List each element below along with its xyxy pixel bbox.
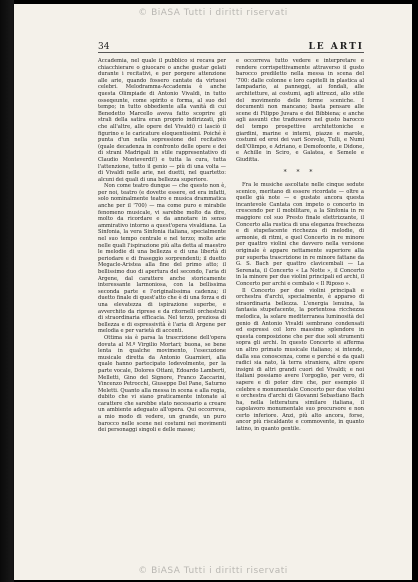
- paragraph: Fra le musiche ascoltate nelle cinque sedute scenico, meritano di essere ricordate — oltre a quelle già note — e gustate ancora questa incantevole Cantata con impeto o concerto in crescendo per il mobilitare, a la Sinfonia in re maggiore col suo Presto finale elettrizzante, il Concerto alla rustica di una eleganza freschezza e di stupefacente ricchezza di melodie, di armonie, di ritmi, e quel Concerto in re minore per quattro violini che davvero nella versione originale è appare nettamente superiore alla pur superba trascrizione in re minore fattane da G. S. Bach per quattro clavicembali — La Serenata, il Concerto « La Notte », il Concerto in la minore per due violini principali ed archi, il Concerto per archi e cembalo « Il Riposo ».: [236, 182, 364, 287]
- paragraph: Il Concerto per due violini principali e orchestra d'archi, specialmente, è apparso di straordinaria bellezza. L'energia lenuina, la fantasia stupefacente, la portentosa ricchezza melodica, la solare mediterranea luminosità del genio di Antonio Vivaldi sembrano condensati ed espressi col loro massimo splendore in questa composizione che per due soli strumenti sopra gli archi. In questo Concerto si afferma un altro primato musicale italiano; si intende, dalla sua conoscenza, come e perché e da quali radici sia nato, là terra straniera, altre opere insigni di altri grandi cuori del Vivaldi; e noi italiani possiamo avere l'orgoglio, per vero, di sapere e di poter dire che, per esempio il celebre e monumentale Concerto per due violini e orchestra d'archi di Giovanni Sebastiano Bach ha, nella letteratura similare italiana, il capolavoro monumentale suo precursore e non certo inferiore. Anzi, più alto ancora, forse, ancor più riscaldante e commovente, in quanto latino, in quanto gentile.: [236, 287, 364, 433]
- section-divider: * * *: [283, 168, 317, 176]
- paragraph: Accademia, nel quale il pubblico si recava per chiacchierare o giuocare o anche gustar gelati durante i recitativi, e per porgere attenzione alle arie, quando fossero cantate da virtuosi celebri. Melodramma-Accademia è anche questa Olimpiade di Antonio Vivaldi, in tutto osseqeunte, come spirito e forma, al suo del tempo; in tutto obbediente alla vanità di cui Benedetto Marcello aveva fatto scoprire gli strali della satira eran proprio indirizzati, più che all'altre, alle opere del Vivaldi) ci lasciò il figurino e le caricature eloquentissimi. Poiché è punta d'un nella sopressione del recitativo (quale decadenza in confronto delle opere e dei dì strani Madrigali in stile rappresentativo di Claudio Monteverdi!) e tutta la cura, tutta l'attenzione, tutto il genio — più di una volta — di Vivaldi nelle arie, nei duetti, nel quartetto: alcuni dei quali di una bellezza superiore.: [98, 58, 226, 183]
- document-page: [14, 4, 412, 580]
- paragraph: Ottima sia è parsa la trascrizione dell'opera dovuta al M.º Virgilio Mortari; buona, se bene lenta in qualche movimento, l'esecuzione musicale diretta da Antonio Guarnieri, alla quale hanno partecipato lodevolmente, per la parte vocale, Dolores Ottani, Edoardo Lamberti, Melletti, Gino del Signore, Franco Zaccarini, Vincenzo Petrocchi, Giuseppe Del Pane, Saturno Meletti. Quanto alla messa in scena e alla regia, dubito che vi siano praticamente intonate al carattere che sarebbe stato necessario a creare un ambiente adeguato all'opera. Qui occorreva, a mio modo di vedere, un grande, un puro barocco nelle scene nei costumi nei movimenti dei personaggi singoli e delle masse;: [98, 334, 226, 434]
- scan-edge: [412, 0, 418, 582]
- watermark-top: © BiASA Tutti i diritti riservati: [138, 8, 288, 18]
- page-number: 34: [98, 42, 110, 52]
- header-rule: [98, 52, 364, 53]
- left-column: [98, 58, 226, 434]
- paragraph: e occorreva tutto vedere e interpretare e rendere corrispettivamente attraverso il gusto barocco prediletto nella messa in scena del '700: dalle colonne e loro capitelli in plastica al lampadario, ai panneggi, ai fondali, alle architetture, ai costumi, agli attrezzi, allo stile del movimento delle forme sceniche. I documenti non mancano; basta pensare alle scene di Filippo Juvara e dei Bibbiena; e anche agli assunti che tradussero nel gusto barocco del tempo prospettive architettoniche e giardini, marine e interni, piazze e marole, costumi ed eroi dei vari Scevole, Tulli, e Numi dell'Olimpo, e Adriano, e Demofoonte, e Didone, e Achille in Sciro, e Galatea, e Semele e Giuditta.: [236, 58, 364, 163]
- paragraph: Non come teatro dunque — che questo non è, per noi, teatro (e dovette essere, ed era infatti, solo nominalmente teatro e musica drammatica anche per il '700) — ma come puro e mirabile fenomeno musicale, vi sarebbe molto da dire, molto da ricordare e da annotare in senso ammirativo intorno a quest'opera vivaldiana. La Sinfonia, la vera Sinfonia italiana, specialmente nel suo tempo centrale e nel terzo; molte arie nelle quali l'ispirazione più alta detta al maestro le melodie di una bellezza e di una libertà di periodare e di fraseggio sorprendenti; il duetto Megacle-Aristea alla fine del primo atto; il bellissimo duo di apertura del secondo, l'aria di Argene, dal carattere anche storicamente interessante larmoniosa, con la bellissima seconda parte e l'originalissima cadenza; il duetto finale di quest'atto che è di una forza e di una elevatezza di ispirazione superbe, e avverchito da riprese e da ritornelli orchestrali di straordinaria efficacia. Nel terzo, preziosa di bellezza e di espressività è l'aria di Argene per melodia e per varietà di accenti.: [98, 183, 226, 335]
- watermark-bottom: © BiASA Tutti i diritti riservati: [138, 566, 288, 576]
- right-column: [236, 58, 364, 433]
- running-head: [98, 42, 364, 52]
- book-binding: [0, 0, 14, 582]
- journal-title: LE ARTI: [308, 42, 364, 52]
